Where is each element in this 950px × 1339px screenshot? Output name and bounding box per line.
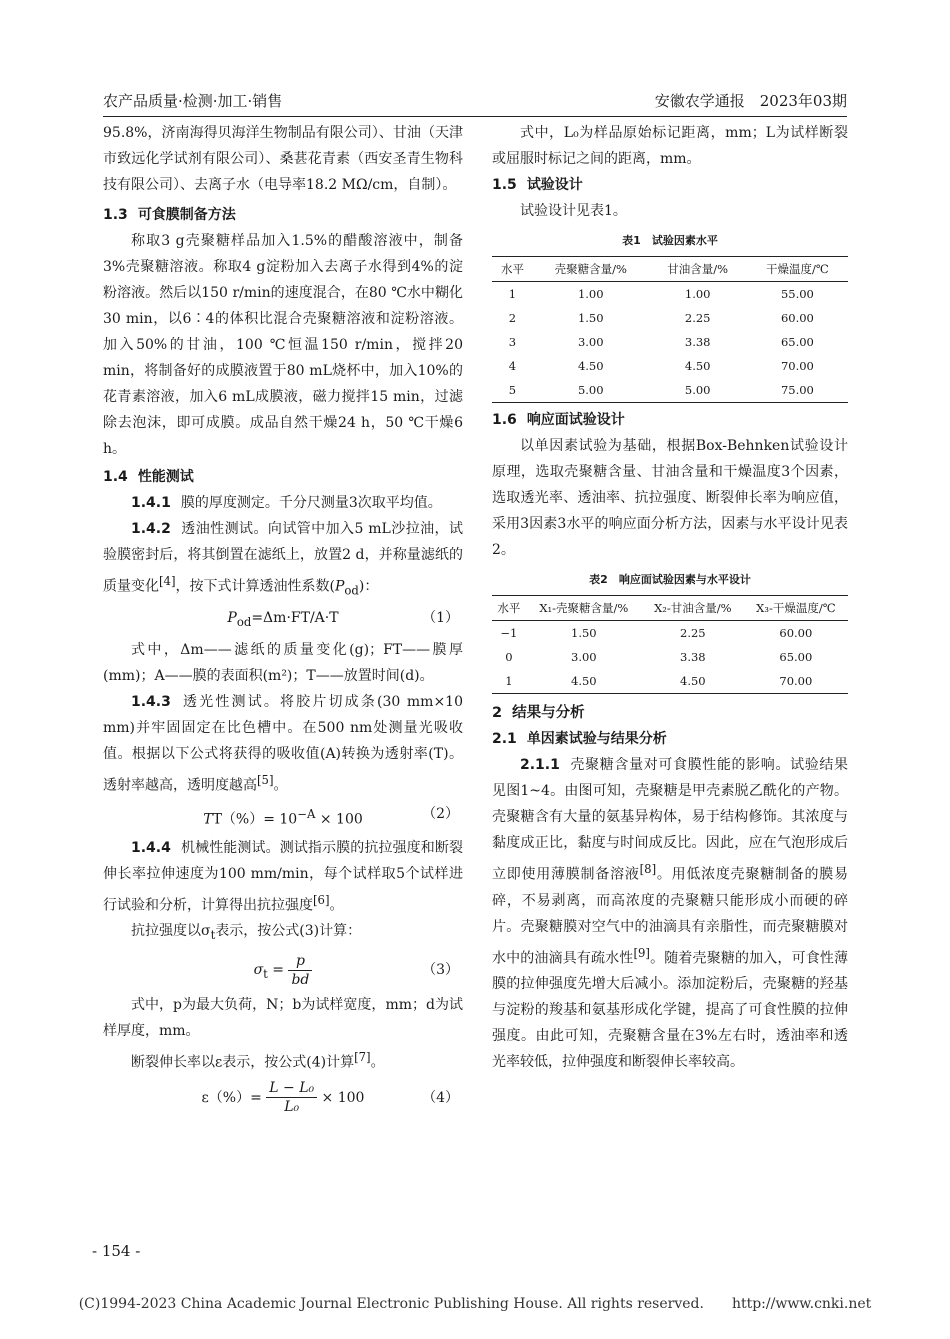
citation: [5] xyxy=(257,773,274,788)
paragraph: 1.4.2 透油性测试。向试管中加入5 mL沙拉油，试验膜密封后，将其倒置在滤纸上，放置2 d，并称量滤纸的质量变化[4]，按下式计算透油性系数$(P_{od})$： xyxy=(103,521,463,598)
paragraph: 1.4.1 膜的厚度测定。千分尺测量3次取平均值。 xyxy=(131,495,442,511)
table-row: 3 3.00 3.38 65.00 xyxy=(508,335,814,349)
table-caption: 表2 响应面试验因素与水平设计 xyxy=(589,573,751,586)
table-header: 壳聚糖含量/% xyxy=(533,257,649,282)
citation: [7] xyxy=(354,1050,371,1065)
table-header: X₂-甘油含量/% xyxy=(642,596,744,621)
table-row: 2 1.50 2.25 60.00 xyxy=(508,311,814,325)
paragraph: 95.8%，济南海得贝海洋生物制品有限公司）、甘油（天津市致远化学试剂有限公司）、桑葚花青素（西安圣青生物科技有限公司）、去离子水（电导率18.2 MΩ/cm，自制）。 xyxy=(103,125,463,193)
table-row: −1 1.50 2.25 60.00 xyxy=(500,626,813,640)
equation-1: $P_{od}=\Delta m\cdot FT/A\cdot T$ （1） xyxy=(103,605,463,635)
paragraph: 称取3 g壳聚糖样品加入1.5%的醋酸溶液中，制备3%壳聚糖溶液。称取4 g淀粉加入去离子水得到4%的淀粉溶液。然后以150 r/min的速度混合，在80 ℃水中糊化30 min，以6∶4的体积比混合壳聚糖溶液和淀粉溶液。加入50%的甘油，100 ℃恒温150 r/min，搅拌20 min，将制备好的成膜液置于80 mL烧杯中，加入10%的花青素溶液，加入6 mL成膜液，磁力搅拌15 min，过滤除去泡沫，即可成膜。成品自然干燥24 h，50 ℃干燥6 h。 xyxy=(103,233,463,457)
copyright-footer: (C)1994-2023 China Academic Journal Electronic Publishing House. All rights reserved. http://www.cnki.net xyxy=(78,1296,872,1312)
paragraph: 1.4.4 机械性能测试。测试指示膜的抗拉强度和断裂伸长率拉伸速度为100 mm/min，每个试样取5个试样进行试验和分析，计算得出抗拉强度[6]。 xyxy=(103,839,463,914)
paragraph: 1.4.3 透光性测试。将胶片切成条(30 mm×10 mm)并牢固固定在比色槽中。在500 nm处测量光吸收值。根据以下公式将获得的吸收值(A)转换为透射率(T)。透射率越高，透明度越高[5]。 xyxy=(103,694,463,794)
paragraph: 2.1.1 壳聚糖含量对可食膜性能的影响。试验结果见图1~4。由图可知，壳聚糖是甲壳素脱乙酰化的产物。壳聚糖含有大量的氨基异构体，易于结构修饰。其浓度与黏度成正比，黏度与时间成反比。因此，应在气泡形成后立即使用薄膜制备溶液[8]。用低浓度壳聚糖制备的膜易碎，不易剥离，而高浓度的壳聚糖只能形成小而硬的碎片。壳聚糖膜对空气中的油滴具有亲脂性，而壳聚糖膜对水中的油滴具有疏水性[9]。随着壳聚糖的加入，可食性薄膜的拉伸强度先增大后减小。添加淀粉后，壳聚糖的羟基与淀粉的羧基和氨基形成化学键，提高了可食性膜的拉伸强度。由此可知，壳聚糖含量在3%左右时，透油率和透光率较低，拉伸强度和断裂伸长率较高。 xyxy=(492,757,849,1071)
equation-note: 式中，Δm——滤纸的质量变化(g)；FT——膜厚(mm)；A——膜的表面积(m²)；T——放置时间(d)。 xyxy=(103,642,463,685)
table-header: 甘油含量/% xyxy=(649,257,747,282)
equation-4: ε（%）= $\frac{\text{L − L₀}}{\text{L₀}}$ × 100 （4） xyxy=(103,1078,463,1118)
section-heading: 2 结果与分析 xyxy=(492,705,585,721)
table-header: X₃-干燥温度/℃ xyxy=(744,596,848,621)
paragraph: 抗拉强度以$\sigma_t$表示，按公式(3)计算： xyxy=(131,923,362,943)
section-heading: 1.6 响应面试验设计 xyxy=(492,412,625,428)
equation-3: $\sigma_t$ = $\frac{p}{bd}$ （3） xyxy=(103,950,463,990)
right-column xyxy=(492,120,848,1075)
citation: [9] xyxy=(633,945,650,960)
citation: [8] xyxy=(639,862,657,876)
table-header: X₁-壳聚糖含量/% xyxy=(526,596,642,621)
table-2 xyxy=(492,595,848,694)
equation-note: 式中，p为最大负荷，N；b为试样宽度，mm；d为试样厚度，mm。 xyxy=(103,997,463,1040)
table-header: 干燥温度/℃ xyxy=(747,257,848,282)
header-section: 农产品质量·检测·加工·销售 xyxy=(103,92,283,110)
table-row: 5 5.00 5.00 75.00 xyxy=(492,378,848,403)
citation: [6] xyxy=(313,892,330,907)
equation-number: （3） xyxy=(422,962,459,979)
section-heading: 1.5 试验设计 xyxy=(492,177,583,193)
left-column xyxy=(103,120,463,1120)
paragraph: 断裂伸长率以ε表示，按公式(4)计算[7]。 xyxy=(131,1050,385,1071)
table-header: 水平 xyxy=(492,257,533,282)
paragraph: 以单因素试验为基础，根据Box-Behnken试验设计原理，选取壳聚糖含量、甘油含量和干燥温度3个因素，选取透光率、透油率、抗拉强度、断裂伸长率为响应值，采用3因素3水平的响应面分析方法，因素与水平设计见表2。 xyxy=(492,438,848,558)
section-heading: 1.4 性能测试 xyxy=(103,469,194,485)
citation: [4] xyxy=(159,574,176,588)
table-1 xyxy=(492,256,848,403)
page-number: - 154 - xyxy=(92,1242,141,1260)
table-row: 1 1.00 1.00 55.00 xyxy=(508,287,814,301)
header-journal: 安徽农学通报 2023年03期 xyxy=(654,92,847,110)
equation-number: （2） xyxy=(422,805,459,822)
equation-number: （4） xyxy=(422,1089,459,1106)
table-header: 水平 xyxy=(492,596,526,621)
table-caption: 表1 试验因素水平 xyxy=(622,234,718,247)
equation-2: $TT(\%)= 10^{-A} \times 100$ （2） xyxy=(103,801,463,833)
paragraph: 试验设计见表1。 xyxy=(520,203,627,219)
section-heading: 1.3 可食膜制备方法 xyxy=(103,207,236,223)
running-header xyxy=(103,88,847,117)
table-row: 4 4.50 4.50 70.00 xyxy=(508,359,814,373)
section-heading: 2.1 单因素试验与结果分析 xyxy=(492,731,667,747)
paragraph: 式中，L₀为样品原始标记距离，mm；L为试样断裂或屈服时标记之间的距离，mm。 xyxy=(492,125,848,167)
table-row: 1 4.50 4.50 70.00 xyxy=(492,669,848,694)
equation-number: （1） xyxy=(422,610,459,627)
table-row: 0 3.00 3.38 65.00 xyxy=(505,650,813,664)
